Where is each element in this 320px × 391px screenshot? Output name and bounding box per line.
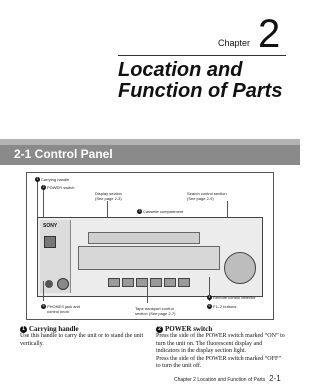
description-heading: POWER switch — [165, 325, 213, 333]
callout-display-section — [95, 191, 122, 201]
callout-text: Tape transport control — [135, 306, 174, 311]
leader-line — [37, 182, 38, 220]
chapter-rule — [118, 55, 286, 56]
transport-button — [108, 278, 120, 287]
description-heading: Carrying handle — [29, 325, 79, 333]
leader-line — [43, 190, 44, 220]
page-number: 2-1 — [269, 374, 281, 383]
callout-f-buttons — [207, 304, 236, 309]
transport-button — [122, 278, 134, 287]
description-number: 1 — [20, 326, 27, 333]
section-band — [0, 139, 300, 165]
chapter-label: Chapter — [218, 38, 251, 48]
chapter-number: 2 — [258, 12, 281, 56]
callout-number: 4 — [208, 295, 211, 300]
callout-text: Cassette compartment — [143, 209, 184, 214]
callout-search-section — [187, 191, 227, 201]
description-carrying-handle — [20, 325, 145, 348]
callout-number: 5 — [42, 304, 45, 309]
chapter-title: Location and Function of Parts — [118, 59, 283, 102]
callout-cassette — [137, 209, 183, 214]
callout-text: POWER switch — [47, 185, 75, 190]
search-dial — [224, 252, 256, 284]
vtr-front-panel — [37, 217, 263, 297]
left-panel — [40, 220, 71, 293]
callout-number: 3 — [138, 209, 141, 214]
callout-text: PHONES jack and — [47, 304, 80, 309]
transport-button — [164, 278, 176, 287]
leader-line — [147, 281, 148, 303]
description-power-switch — [156, 325, 286, 371]
phones-knob — [57, 278, 69, 290]
control-panel-figure — [26, 172, 274, 320]
callout-text: Carrying handle — [41, 177, 70, 182]
callout-text: section (See page 2-7) — [135, 311, 176, 316]
sony-logo: SONY — [43, 223, 58, 229]
description-text: Press the side of the POWER switch marked “ON” to turn the unit on. The fluorescent display and indicators in the display section light. — [156, 333, 285, 354]
callout-remote-detector — [207, 295, 256, 300]
transport-button — [178, 278, 190, 287]
section-title: 2-1 Control Panel — [14, 147, 113, 161]
tape-transport-controls — [108, 274, 218, 284]
power-switch — [44, 236, 56, 248]
callout-carrying-handle — [35, 177, 69, 182]
callout-text: control knob — [47, 309, 69, 315]
phones-jack — [45, 280, 53, 288]
callout-text: Remote control detector — [213, 295, 256, 300]
callout-transport — [135, 306, 175, 316]
leader-line — [43, 281, 44, 301]
footer-text: Chapter 2 Location and Function of Parts — [174, 377, 266, 383]
callout-text: (See page 2-3) — [95, 196, 122, 201]
description-text: Use this handle to carry the unit or to stand the unit vertically. — [20, 333, 144, 347]
callout-number: 2 — [42, 185, 45, 190]
callout-text: F1–2 buttons — [213, 304, 237, 309]
callout-phones — [41, 304, 80, 314]
transport-button — [150, 278, 162, 287]
callout-text: (See page 2-9) — [187, 196, 214, 201]
display-section — [78, 246, 220, 270]
callout-text: Search control section — [187, 191, 227, 196]
page-footer — [174, 374, 281, 383]
description-text: Press the side of the POWER switch marked “OFF” to turn the unit off. — [156, 355, 281, 369]
callout-number: 6 — [208, 304, 211, 309]
callout-text: Display section — [95, 191, 122, 196]
callout-power-switch — [41, 185, 74, 190]
cassette-compartment — [88, 232, 200, 244]
description-number: 2 — [156, 326, 163, 333]
callout-number: 1 — [36, 177, 39, 182]
